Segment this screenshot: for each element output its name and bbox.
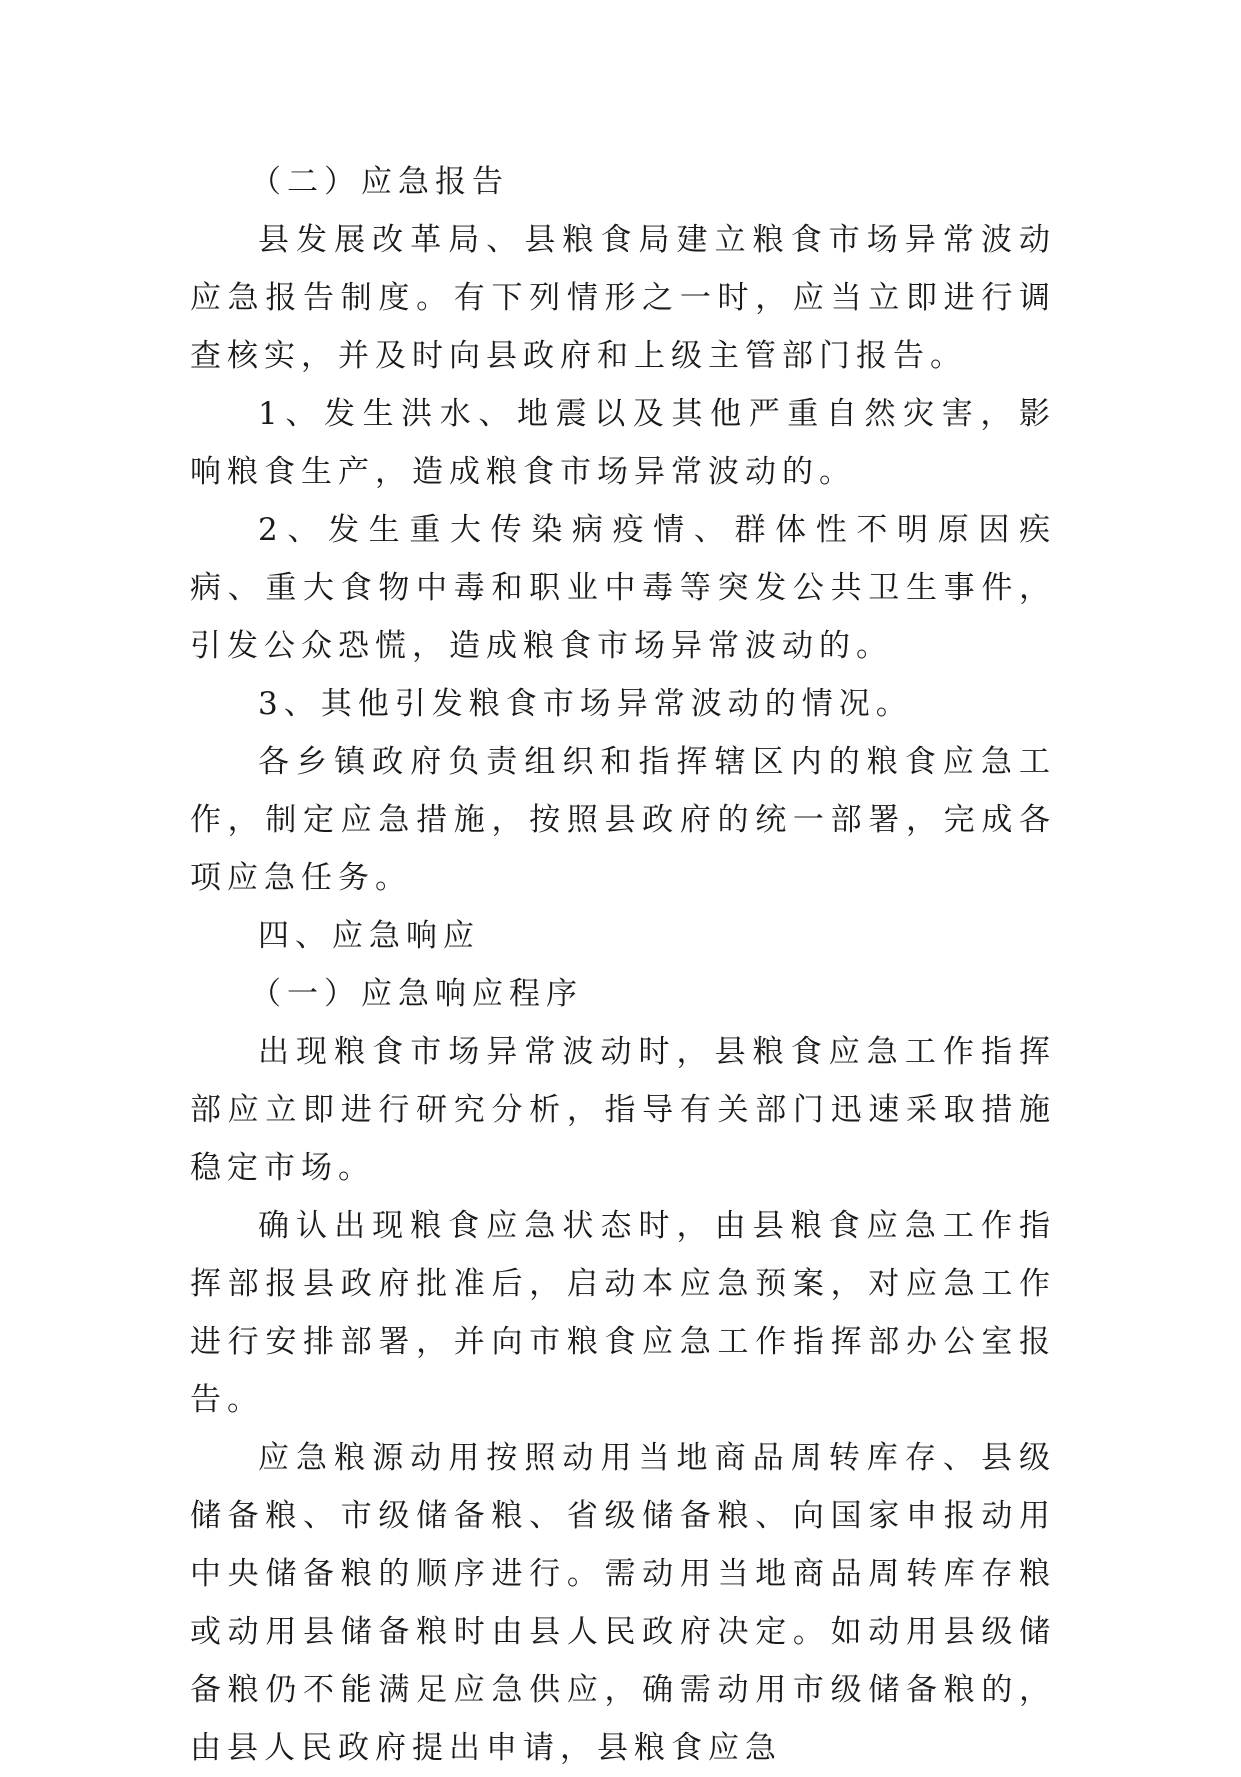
list-item-1: 1、发生洪水、地震以及其他严重自然灾害，影响粮食生产，造成粮食市场异常波动的。 [190,396,1056,490]
section-heading-emergency-response: 四、应急响应 [258,918,480,954]
section-subheading-response-procedure: （一）应急响应程序 [250,976,583,1012]
list-item-2: 2、发生重大传染病疫情、群体性不明原因疾病、重大食物中毒和职业中毒等突发公共卫生事件，引发公众恐慌，造成粮食市场异常波动的。 [190,512,1056,664]
paragraph-report-system: 县发展改革局、县粮食局建立粮食市场异常波动应急报告制度。有下列情形之一时，应当立即进行调查核实，并及时向县政府和上级主管部门报告。 [190,222,1056,374]
paragraph-township-duties: 各乡镇政府负责组织和指挥辖区内的粮食应急工作，制定应急措施，按照县政府的统一部署，完成各项应急任务。 [190,744,1056,896]
document-body [190,153,1056,1777]
section-subheading-emergency-report: （二）应急报告 [250,164,509,200]
paragraph-market-fluctuation: 出现粮食市场异常波动时，县粮食应急工作指挥部应立即进行研究分析，指导有关部门迅速采取措施稳定市场。 [190,1034,1056,1186]
paragraph-grain-source-order: 应急粮源动用按照动用当地商品周转库存、县级储备粮、市级储备粮、省级储备粮、向国家申报动用中央储备粮的顺序进行。需动用当地商品周转库存粮或动用县储备粮时由县人民政府决定。如动用县级储备粮仍不能满足应急供应，确需动用市级储备粮的，由县人民政府提出申请，县粮食应急 [190,1440,1056,1766]
paragraph-confirm-emergency: 确认出现粮食应急状态时，由县粮食应急工作指挥部报县政府批准后，启动本应急预案，对应急工作进行安排部署，并向市粮食应急工作指挥部办公室报告。 [190,1208,1056,1418]
list-item-3: 3、其他引发粮食市场异常波动的情况。 [258,686,913,722]
